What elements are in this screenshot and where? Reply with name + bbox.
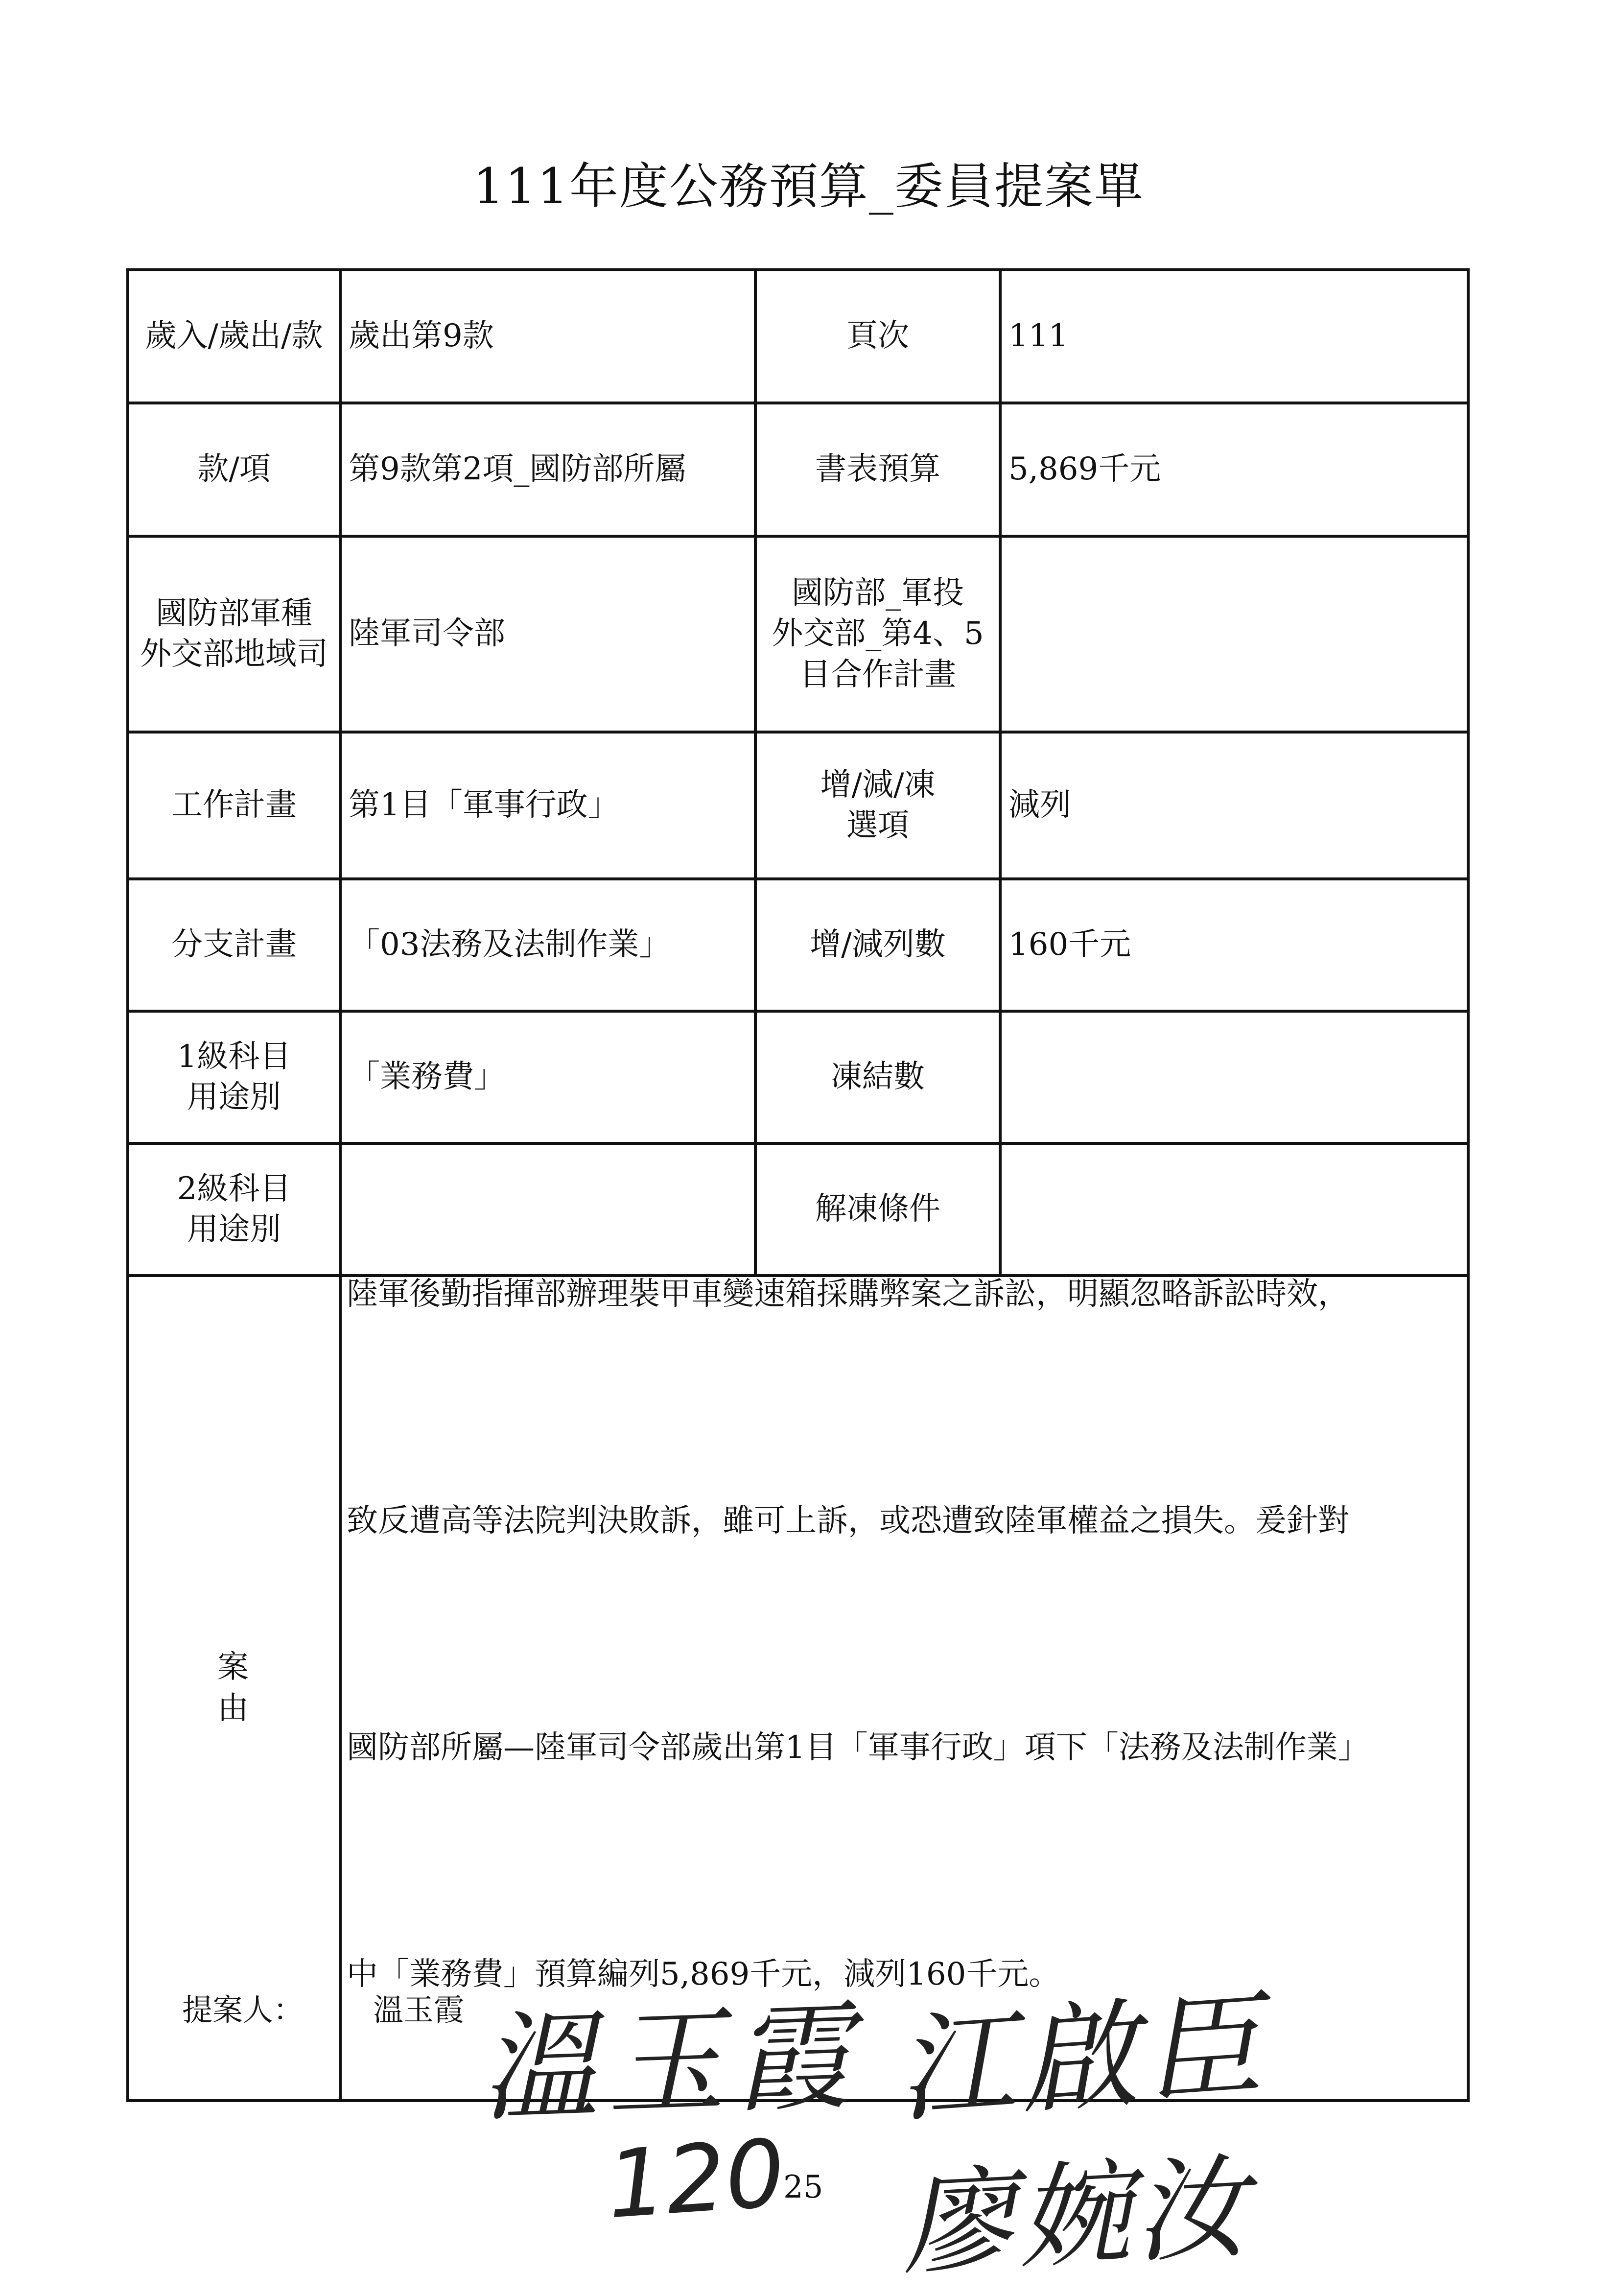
value-category: 歲出第9款 bbox=[340, 270, 755, 403]
label-level2-account bbox=[128, 1143, 340, 1276]
label-joint-plan-line-3: 目合作計畫 bbox=[799, 656, 956, 693]
page-number: 25 bbox=[783, 2169, 823, 2205]
label-joint-plan bbox=[755, 536, 1000, 732]
value-level1-account: 「業務費」 bbox=[340, 1011, 755, 1143]
value-agency: 陸軍司令部 bbox=[340, 536, 755, 732]
value-page: 111 bbox=[1000, 270, 1468, 403]
form-title: 111年度公務預算_委員提案單 bbox=[473, 158, 1144, 215]
reason-line-3: 國防部所屬—陸軍司令部歲出第1目「軍事行政」項下「法務及法制作業」 bbox=[347, 1729, 1369, 1766]
reason-line-4: 中「業務費」預算編列5,869千元，減列160千元。 bbox=[347, 1956, 1060, 1992]
label-option-line-1: 增/減/凍 bbox=[820, 766, 936, 803]
row-level2-account bbox=[128, 1143, 1468, 1276]
label-level1-account-line-2: 用途別 bbox=[187, 1079, 281, 1115]
proposer-label: 提案人： bbox=[182, 1992, 304, 2028]
reason-line-1: 陸軍後勤指揮部辦理裝甲車變速箱採購弊案之訴訟，明顯忽略訴訟時效， bbox=[347, 1276, 1349, 1312]
value-budget: 5,869千元 bbox=[1000, 403, 1468, 536]
label-category: 歲入/歲出/款 bbox=[128, 270, 340, 403]
label-option bbox=[755, 732, 1000, 879]
reason-line-2: 致反遭高等法院判決敗訴，雖可上訴，或恐遭致陸軍權益之損失。爰針對 bbox=[347, 1503, 1349, 1539]
label-agency-line-1: 國防部軍種 bbox=[156, 595, 312, 632]
label-unfreeze-condition: 解凍條件 bbox=[755, 1143, 1000, 1276]
row-work-plan bbox=[128, 732, 1468, 879]
row-section bbox=[128, 403, 1468, 536]
label-joint-plan-line-1: 國防部_軍投 bbox=[792, 575, 964, 612]
row-category bbox=[128, 270, 1468, 403]
label-level2-account-line-1: 2級科目 bbox=[177, 1170, 291, 1207]
signature-1: 溫玉霞 bbox=[478, 1988, 862, 2138]
value-level2-account bbox=[340, 1143, 755, 1276]
value-sub-plan: 「03法務及法制作業」 bbox=[340, 879, 755, 1011]
label-level2-account-line-2: 用途別 bbox=[187, 1211, 281, 1248]
value-section: 第9款第2項_國防部所屬 bbox=[340, 403, 755, 536]
label-agency bbox=[128, 536, 340, 732]
label-work-plan: 工作計畫 bbox=[128, 732, 340, 879]
handwritten-number: 120 bbox=[603, 2119, 788, 2240]
value-frozen-amount bbox=[1000, 1011, 1468, 1143]
label-change-amount: 增/減列數 bbox=[755, 879, 1000, 1011]
row-agency bbox=[128, 536, 1468, 732]
label-agency-line-2: 外交部地域司 bbox=[140, 636, 328, 672]
label-joint-plan-line-2: 外交部_第4、5 bbox=[772, 615, 984, 652]
label-frozen-amount: 凍結數 bbox=[755, 1011, 1000, 1143]
label-sub-plan: 分支計畫 bbox=[128, 879, 340, 1011]
row-level1-account bbox=[128, 1011, 1468, 1143]
proposal-form-table bbox=[126, 268, 1470, 2102]
label-page: 頁次 bbox=[755, 270, 1000, 403]
value-change-amount: 160千元 bbox=[1000, 879, 1468, 1011]
label-option-line-2: 選項 bbox=[846, 807, 909, 844]
label-budget: 書表預算 bbox=[755, 403, 1000, 536]
value-option: 減列 bbox=[1000, 732, 1468, 879]
label-level1-account-line-1: 1級科目 bbox=[177, 1038, 291, 1075]
row-sub-plan bbox=[128, 879, 1468, 1011]
value-unfreeze-condition bbox=[1000, 1143, 1468, 1276]
signature-2: 江啟臣 bbox=[892, 1976, 1271, 2139]
label-reason: 案由 bbox=[128, 1276, 340, 2101]
signature-3: 廖婉汝 bbox=[898, 2142, 1254, 2291]
label-level1-account bbox=[128, 1011, 340, 1143]
proposer-name: 溫玉霞 bbox=[373, 1992, 465, 2028]
label-section: 款/項 bbox=[128, 403, 340, 536]
value-joint-plan bbox=[1000, 536, 1468, 732]
value-work-plan: 第1目「軍事行政」 bbox=[340, 732, 755, 879]
